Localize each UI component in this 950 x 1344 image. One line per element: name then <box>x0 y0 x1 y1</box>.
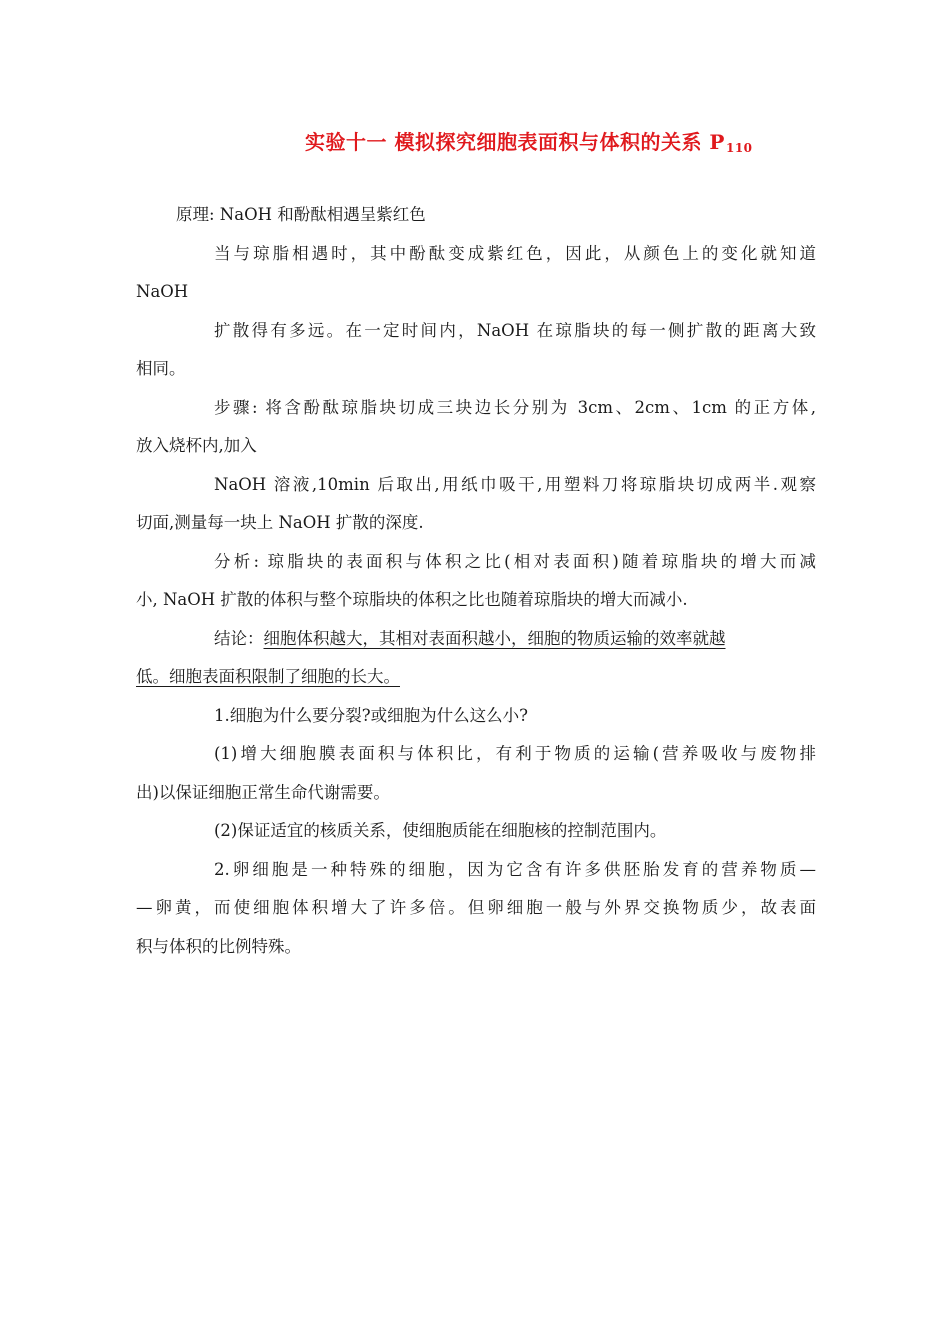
answer-1-1-line: 出)以保证细胞正常生命代谢需要。 <box>136 782 390 802</box>
conclusion-text: 细胞体积越大，其相对表面积越小，细胞的物质运输的效率就越 <box>263 628 726 648</box>
principle-line: 当与琼脂相遇时，其中酚酞变成紫红色，因此，从颜色上的变化就知道 <box>214 243 816 263</box>
conclusion-label: 结论： <box>214 628 264 648</box>
question-2-line: —卵黄，而使细胞体积增大了许多倍。但卵细胞一般与外界交换物质少，故表面 <box>136 898 816 917</box>
question-2-line: 2.卵细胞是一种特殊的细胞，因为它含有许多供胚胎发育的营养物质— <box>214 859 816 879</box>
steps-line: NaOH 溶液,10min 后取出,用纸巾吸干,用塑料刀将琼脂块切成两半.观察 <box>214 474 816 494</box>
steps-line: 切面,测量每一块上 NaOH 扩散的深度. <box>136 513 424 532</box>
steps-line: 放入烧杯内,加入 <box>136 436 257 455</box>
answer-1-1-line: (1)增大细胞膜表面积与体积比，有利于物质的运输(营养吸收与废物排 <box>214 744 816 763</box>
question-2-line: 积与体积的比例特殊。 <box>136 936 301 956</box>
question-1: 1.细胞为什么要分裂?或细胞为什么这么小? <box>214 705 528 725</box>
analysis-line: 分析: 琼脂块的表面积与体积之比(相对表面积)随着琼脂块的增大而减 <box>214 551 816 571</box>
title-subscript: 110 <box>725 141 753 155</box>
conclusion-line <box>136 658 816 697</box>
document-body <box>136 196 816 966</box>
conclusion-line <box>136 620 816 659</box>
conclusion-text: 低。细胞表面积限制了细胞的长大。 <box>136 667 400 686</box>
answer-1-2-line: (2)保证适宜的核质关系，使细胞质能在细胞核的控制范围内。 <box>214 821 667 840</box>
principle-line: 扩散得有多远。在一定时间内，NaOH 在琼脂块的每一侧扩散的距离大致 <box>214 320 816 340</box>
document-title <box>305 126 905 155</box>
principle-heading-line: 原理: NaOH 和酚酞相遇呈紫红色 <box>176 205 426 224</box>
principle-line: 相同。 <box>136 359 186 378</box>
steps-line: 步骤: 将含酚酞琼脂块切成三块边长分别为 3cm、2cm、1cm 的正方体, <box>214 397 816 417</box>
analysis-line: 小, NaOH 扩散的体积与整个琼脂块的体积之比也随着琼脂块的增大而减小. <box>136 590 688 609</box>
principle-line: NaOH <box>136 282 189 301</box>
title-text: 实验十一 模拟探究细胞表面积与体积的关系 P <box>305 130 725 154</box>
